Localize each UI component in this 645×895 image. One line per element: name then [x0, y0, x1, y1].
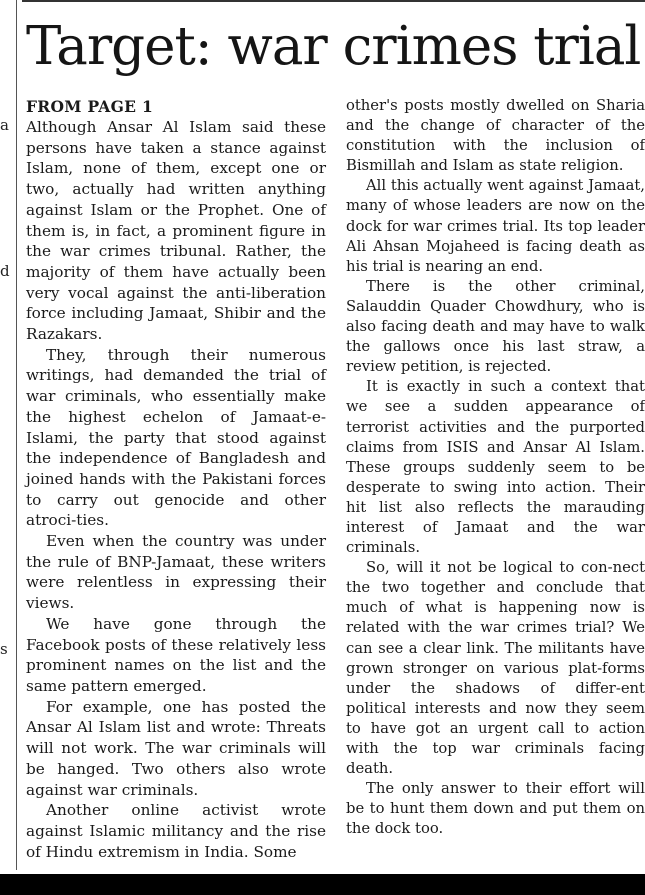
bottom-scan-edge	[0, 874, 645, 895]
paragraph: For example, one has posted the Ansar Al Islam list and wrote: Threats will not work. The war criminals will be hanged. Two others also wrote against war criminals.	[26, 697, 326, 799]
article-column-1	[26, 96, 326, 862]
paragraph: It is exactly in such a context that we see a sudden appearance of terrorist activities and the purported claims from ISIS and Ansar Al Islam. These groups suddenly seem to be desperate to swing into action. Their hit list also reflects the marauding interest of Jamaat and the war criminals.	[346, 378, 645, 557]
margin-fragment: d	[0, 262, 10, 280]
top-rule	[22, 0, 645, 2]
paragraph: The only answer to their effort will be to hunt them down and put them on the dock too.	[346, 780, 645, 838]
paragraph: All this actually went against Jamaat, many of whose leaders are now on the dock for war crimes trial. Its top leader Ali Ahsan Mojaheed is facing death as his trial is nearing an end.	[346, 177, 645, 275]
margin-fragment: s	[0, 640, 8, 658]
paragraph: Another online activist wrote against Islamic militancy and the rise of Hindu extremism in India. Some	[26, 801, 326, 861]
paragraph: They, through their numerous writings, had demanded the trial of war criminals, who essentially make the highest echelon of Jamaat-e-Islami, the party that stood against the independence of Bangladesh and joined hands with the Pakistani forces to carry out genocide and other atroci-ties.	[26, 345, 326, 530]
paragraph: So, will it not be logical to con-nect the two together and conclude that much of what is happening now is related with the war crimes trial? We can see a clear link. The militants have grown stronger on various plat-forms under the shadows of differ-ent political interests and now they seem to have got an urgent call to action with the top war criminals facing death.	[346, 559, 645, 778]
kicker: FROM PAGE 1	[26, 97, 154, 116]
headline: Target: war crimes trial	[26, 16, 641, 77]
paragraph: other's posts mostly dwelled on Sharia and the change of character of the constitution with the inclusion of Bismillah and Islam as state religion.	[346, 97, 645, 175]
paragraph: We have gone through the Facebook posts of these relatively less prominent names on the list and the same pattern emerged.	[26, 614, 326, 695]
article-column-2	[346, 96, 645, 839]
paragraph: There is the other criminal, Salauddin Quader Chowdhury, who is also facing death and may have to walk the gallows once his last straw, a review petition, is rejected.	[346, 277, 645, 376]
paragraph: Although Ansar Al Islam said these persons have taken a stance against Islam, none of them, except one or two, actually had written anything against Islam or the Prophet. One of them is, in fact, a prominent figure in the war crimes tribunal. Rather, the majority of them have actually been very vocal against the anti-liberation force including Jamaat, Shibir and the Razakars.	[26, 118, 326, 344]
paragraph: Even when the country was under the rule of BNP-Jamaat, these writers were relentless in expressing their views.	[26, 532, 326, 613]
column-gutter-rule	[16, 0, 17, 870]
margin-fragment: a	[0, 116, 9, 134]
